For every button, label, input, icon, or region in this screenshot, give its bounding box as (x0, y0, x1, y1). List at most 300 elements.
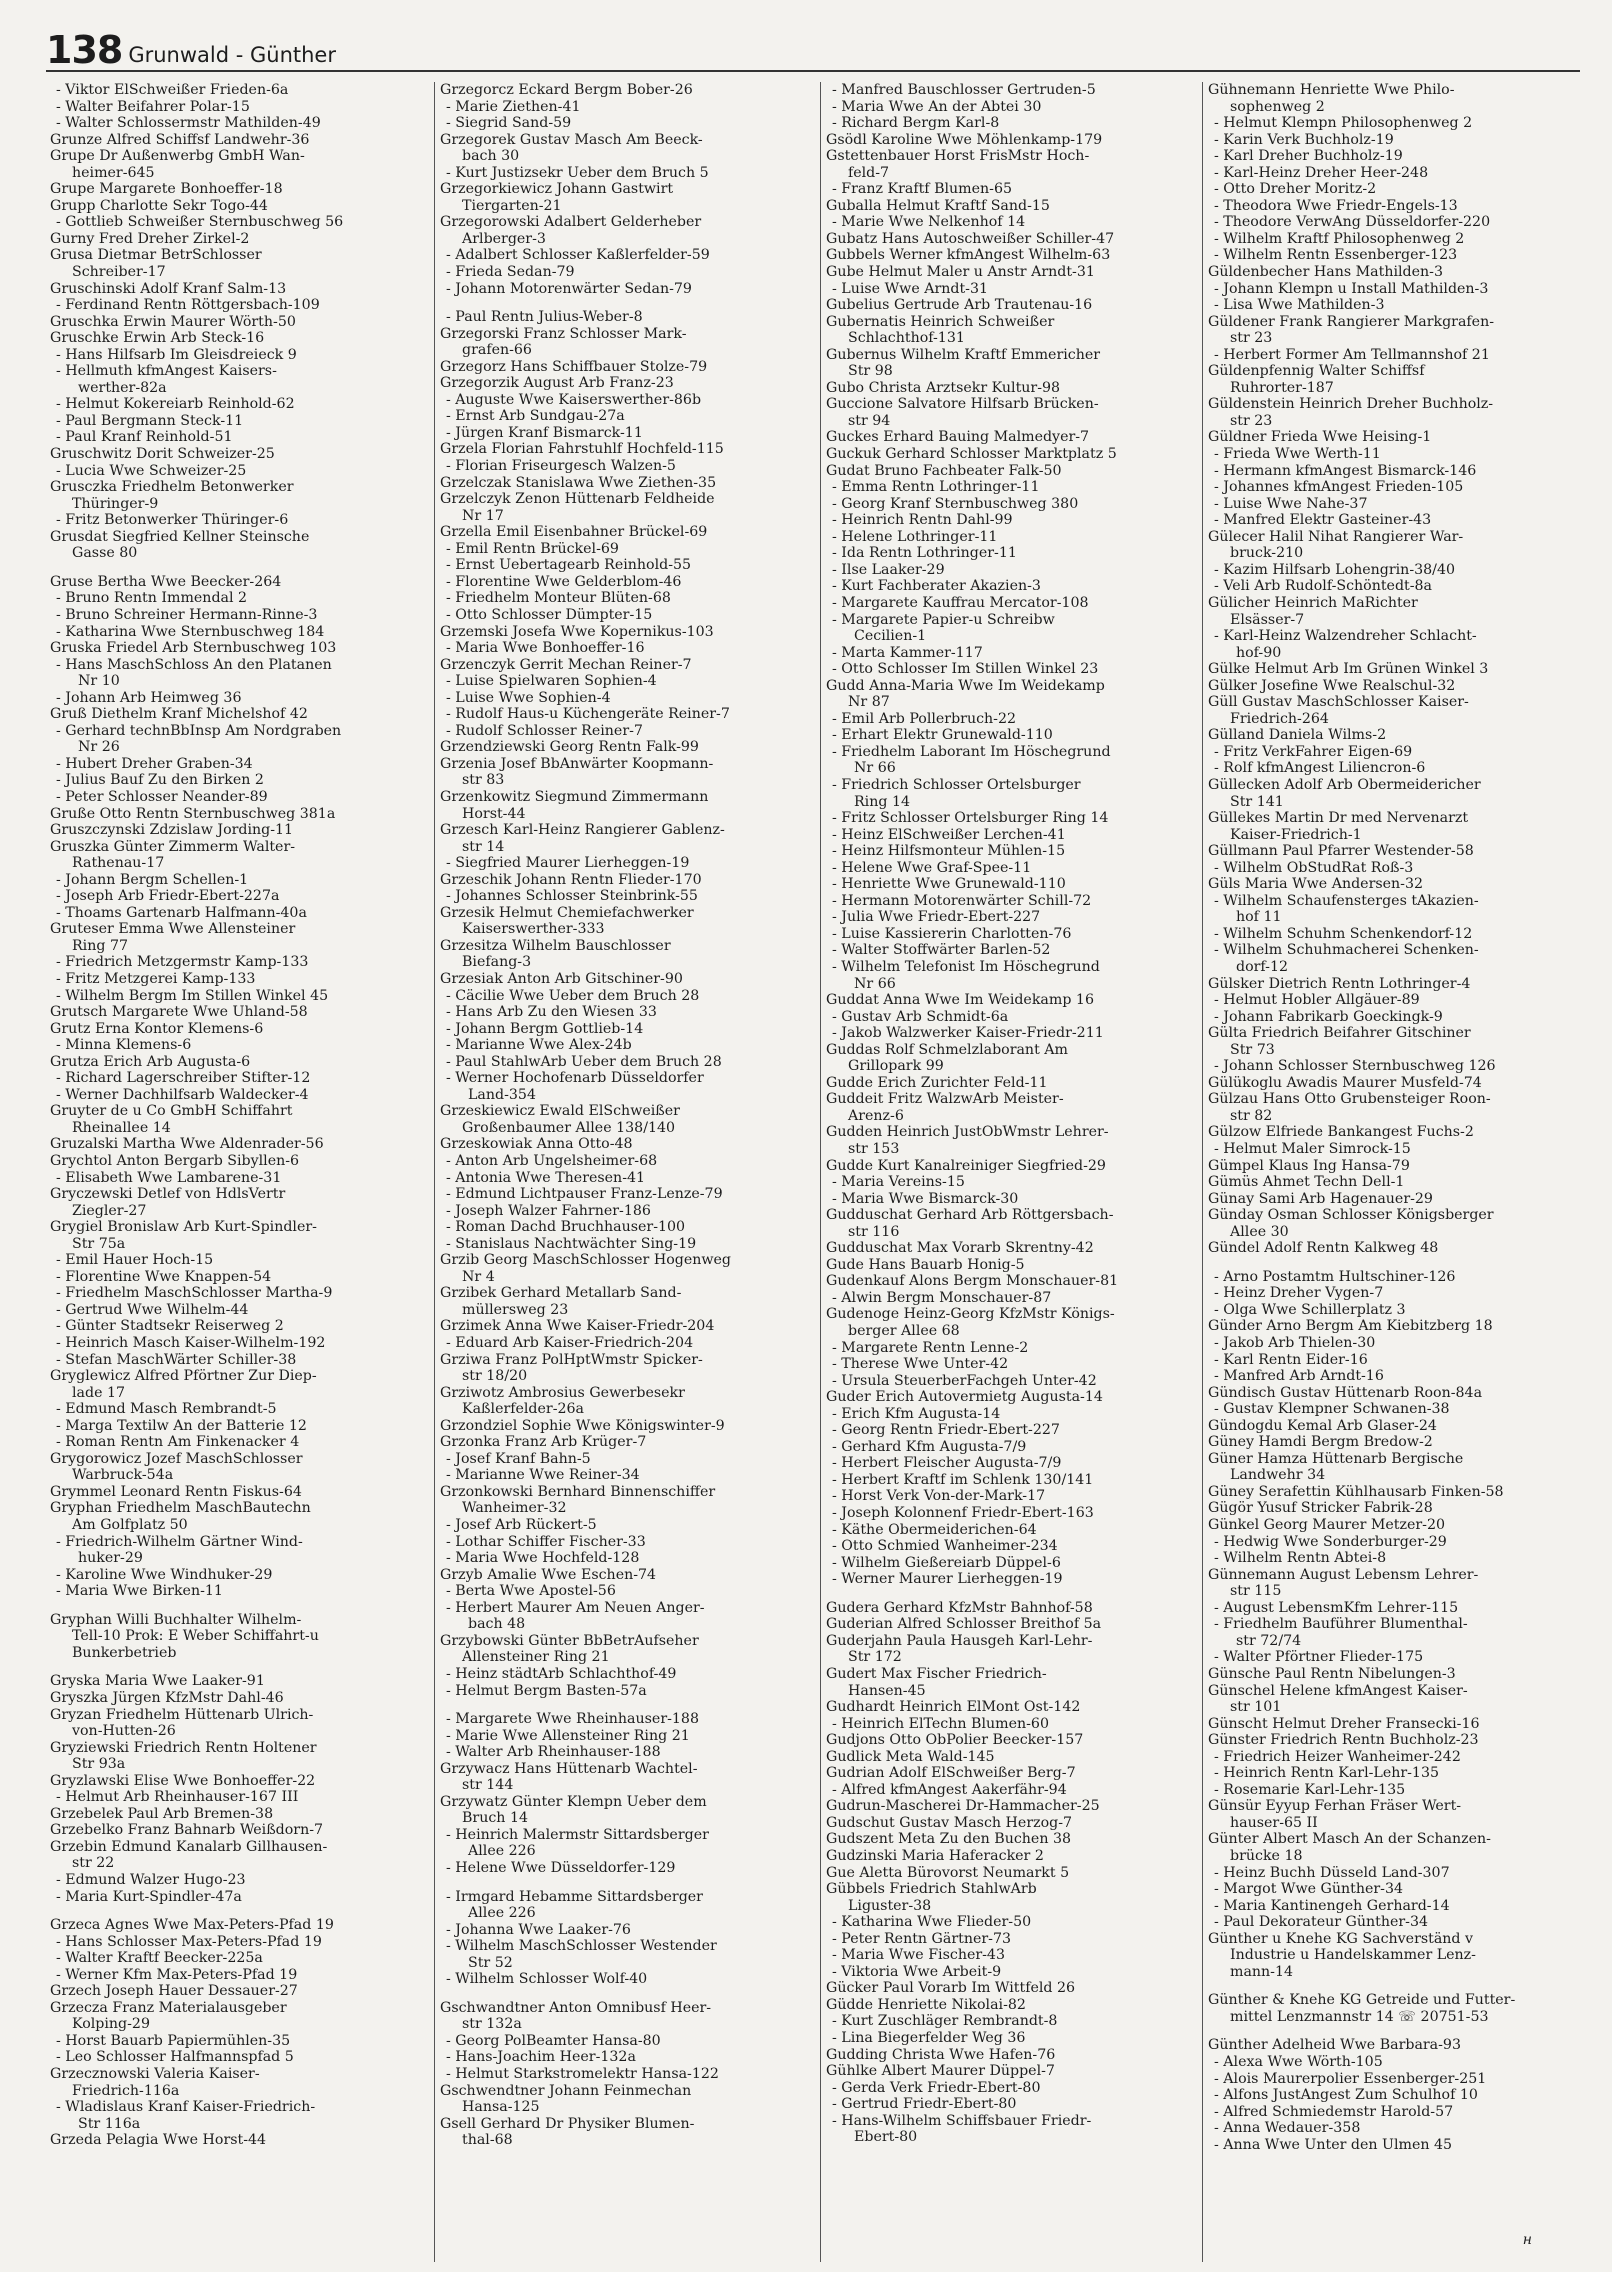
directory-entry (440, 739, 810, 756)
entry-line: - Heinz Dreher Vygen-7 (1214, 1285, 1384, 1302)
directory-entry (440, 115, 810, 132)
directory-entry (440, 1827, 810, 1860)
entry-line: Grzibek Gerhard Metallarb Sand- (440, 1285, 682, 1302)
entry-line: - Friedhelm MaschSchlosser Martha-9 (56, 1285, 333, 1302)
entry-line: - Joseph Walzer Fahrner-186 (446, 1202, 651, 1219)
directory-entry (440, 1938, 810, 1971)
entry-line: - Hedwig Wwe Sonderburger-29 (1214, 1533, 1447, 1550)
directory-entry (50, 330, 420, 347)
entry-line: - Herbert Kraftf im Schlenk 130/141 (832, 1471, 1094, 1488)
directory-entry (50, 1401, 420, 1418)
directory-entry (50, 1335, 420, 1352)
directory-entry (440, 375, 810, 392)
directory-entry (50, 347, 420, 364)
entry-line: Grzywatz Günter Klempn Ueber dem (440, 1793, 707, 1810)
directory-entry (826, 496, 1196, 513)
directory-entry (440, 1285, 810, 1318)
entry-continuation: str 82 (1230, 1107, 1273, 1124)
entry-line: - Hubert Dreher Graben-34 (56, 755, 253, 772)
entry-line: - Fritz Schlosser Ortelsburger Ring 14 (832, 810, 1109, 827)
entry-line: Grzegorowski Adalbert Gelderheber (440, 214, 702, 231)
entry-line: Grzelczak Stanislawa Wwe Ziethen-35 (440, 474, 717, 491)
directory-entry (826, 2096, 1196, 2113)
entry-line: Gülland Daniela Wilms-2 (1208, 727, 1387, 744)
entry-continuation: str 116 (848, 1223, 900, 1240)
entry-line: - Wilhelm MaschSchlosser Westender (446, 1938, 717, 1955)
entry-line: Gudera Gerhard KfzMstr Bahnhof-58 (826, 1599, 1093, 1616)
entry-line: - Herbert Former Am Tellmannshof 21 (1214, 346, 1490, 363)
entry-line: Gudert Max Fischer Friedrich- (826, 1665, 1047, 1682)
directory-entry (50, 99, 420, 116)
entry-continuation: Nr 66 (854, 760, 896, 777)
directory-entry (1208, 264, 1578, 281)
directory-entry (50, 396, 420, 413)
entry-line: Günday Osman Schlosser Königsberger (1208, 1207, 1494, 1224)
directory-entry (440, 458, 810, 475)
entry-gap (50, 562, 420, 574)
directory-entry (440, 1153, 810, 1170)
entry-line: - Karoline Wwe Windhuker-29 (56, 1566, 273, 1583)
directory-entry (50, 281, 420, 298)
entry-line: - Gerda Verk Friedr-Ebert-80 (832, 2079, 1041, 2096)
entry-line: - Margarete Rentn Lenne-2 (832, 1339, 1029, 1356)
directory-entry (1208, 727, 1578, 744)
directory-entry (1208, 1992, 1578, 2025)
entry-line: - Marianne Wwe Alex-24b (446, 1037, 632, 1054)
entry-line: - Wilhelm Rentn Essenberger-123 (1214, 247, 1458, 264)
entry-continuation: Elsässer-7 (1230, 611, 1305, 628)
entry-line: - Wilhelm Schaufensterges tAkazien- (1214, 892, 1479, 909)
entry-line: - Wilhelm Schuhm Schenkendorf-12 (1214, 925, 1473, 942)
directory-entry (826, 1881, 1196, 1914)
directory-entry (440, 1203, 810, 1220)
directory-entry (1208, 976, 1578, 993)
entry-line: Gündisch Gustav Hüttenarb Roon-84a (1208, 1384, 1483, 1401)
directory-entry (1208, 1451, 1578, 1484)
directory-entry (1208, 760, 1578, 777)
entry-line: Grzendziewski Georg Rentn Falk-99 (440, 739, 699, 756)
directory-entry (1208, 694, 1578, 727)
entry-line: - Ursula SteuerberFachgeh Unter-42 (832, 1372, 1097, 1389)
entry-line: Grzecznowski Valeria Kaiser- (50, 2065, 260, 2082)
directory-entry (50, 181, 420, 198)
directory-entry (50, 1534, 420, 1567)
entry-continuation: Ebert-80 (854, 2129, 918, 2146)
entry-line: - Alexa Wwe Wörth-105 (1214, 2053, 1383, 2070)
entry-continuation: Kaiserswerther-333 (462, 921, 605, 938)
directory-entry (440, 557, 810, 574)
directory-entry (1208, 1567, 1578, 1600)
entry-line: Gudd Anna-Maria Wwe Im Weidekamp (826, 677, 1105, 694)
entry-line: Gülta Friedrich Beifahrer Gitschiner (1208, 1025, 1471, 1042)
entry-line: Grzonkowski Bernhard Binnenschiffer (440, 1483, 716, 1500)
entry-line: - Henriette Wwe Grunewald-110 (832, 876, 1066, 893)
directory-entry (826, 264, 1196, 281)
directory-entry (50, 2066, 420, 2099)
entry-line: Gudden Heinrich JustObWmstr Lehrer- (826, 1124, 1109, 1141)
directory-entry (826, 942, 1196, 959)
entry-line: Gudde Erich Zurichter Feld-11 (826, 1074, 1048, 1091)
directory-entry (1208, 1240, 1578, 1257)
directory-entry (50, 839, 420, 872)
directory-entry (440, 657, 810, 674)
directory-entry (440, 359, 810, 376)
entry-continuation: bach 30 (462, 148, 520, 165)
directory-entry (50, 1252, 420, 1269)
directory-entry (1208, 347, 1578, 364)
directory-entry (440, 491, 810, 524)
directory-entry (826, 1505, 1196, 1522)
entry-line: - Fritz Betonwerker Thüringer-6 (56, 512, 289, 529)
entry-line: Guballa Helmut Kraftf Sand-15 (826, 197, 1050, 214)
entry-line: - Friedrich Heizer Wanheimer-242 (1214, 1748, 1461, 1765)
entry-line: Gudlick Meta Wald-145 (826, 1748, 995, 1765)
entry-continuation: str 83 (462, 772, 505, 789)
entry-line: Grupe Dr Außenwerbg GmbH Wan- (50, 148, 305, 165)
entry-line: - Franz Kraftf Blumen-65 (832, 181, 1012, 198)
entry-line: Günder Arno Bergm Am Kiebitzberg 18 (1208, 1318, 1493, 1335)
entry-line: Güldner Frieda Wwe Heising-1 (1208, 429, 1432, 446)
directory-entry (826, 1848, 1196, 1865)
entry-continuation: Nr 26 (78, 739, 120, 756)
directory-entry (50, 1690, 420, 1707)
directory-entry (50, 1484, 420, 1501)
entry-line: Grzenczyk Gerrit Mechan Reiner-7 (440, 656, 692, 673)
entry-continuation: Großenbaumer Allee 138/140 (462, 1119, 676, 1136)
column-rule (1202, 82, 1203, 2262)
entry-line: - Kazim Hilfsarb Lohengrin-38/40 (1214, 561, 1456, 578)
directory-entry (1208, 1600, 1578, 1617)
entry-line: - Johann Bergm Schellen-1 (56, 871, 249, 888)
entry-line: Gruschwitz Dorit Schweizer-25 (50, 446, 275, 463)
directory-entry (1208, 860, 1578, 877)
directory-entry (826, 1633, 1196, 1666)
directory-entry (50, 988, 420, 1005)
directory-entry (50, 429, 420, 446)
entry-continuation: Ruhrorter-187 (1230, 379, 1334, 396)
entry-continuation: lade 17 (72, 1384, 126, 1401)
entry-line: - Otto Schlosser Dümpter-15 (446, 606, 653, 623)
entry-line: Grzybowski Günter BbBetrAufseher (440, 1632, 699, 1649)
entry-line: - Helmut Klempn Philosophenweg 2 (1214, 115, 1473, 132)
directory-entry (50, 1934, 420, 1951)
entry-line: Gschwendtner Johann Feinmechan (440, 2082, 692, 2099)
directory-entry (50, 1186, 420, 1219)
directory-entry (50, 1103, 420, 1136)
entry-line: - Ernst Uebertagearb Reinhold-55 (446, 557, 692, 574)
entry-line: - Gerhard technBbInsp Am Nordgraben (56, 722, 342, 739)
entry-line: Günkel Georg Maurer Metzer-20 (1208, 1517, 1446, 1534)
directory-entry (1208, 744, 1578, 761)
entry-continuation: Allee 226 (468, 1843, 536, 1860)
directory-entry (440, 971, 810, 988)
entry-continuation: Liguster-38 (848, 1897, 932, 1914)
directory-entry (1208, 777, 1578, 810)
directory-entry (1208, 1616, 1578, 1649)
directory-entry (50, 214, 420, 231)
entry-line: - August LebensmKfm Lehrer-115 (1214, 1599, 1459, 1616)
directory-entry (440, 1186, 810, 1203)
entry-line: - Johann Schlosser Sternbuschweg 126 (1214, 1058, 1496, 1075)
corner-mark: н (1522, 2232, 1532, 2248)
entry-line: - Horst Verk Von-der-Mark-17 (832, 1488, 1046, 1505)
entry-line: - Otto Schmied Wanheimer-234 (832, 1538, 1058, 1555)
directory-entry (50, 1054, 420, 1071)
directory-entry (1208, 595, 1578, 628)
directory-entry (1208, 247, 1578, 264)
directory-entry (1208, 529, 1578, 562)
entry-line: Gruszczynski Zdzislaw Jording-11 (50, 822, 294, 839)
entry-line: Grzech Joseph Hauer Dessauer-27 (50, 1983, 298, 2000)
entry-line: Grusa Dietmar BetrSchlosser (50, 247, 262, 264)
entry-line: - Friedrich Schlosser Ortelsburger (832, 776, 1081, 793)
entry-continuation: Friedrich-264 (1230, 710, 1329, 727)
directory-entry (50, 1434, 420, 1451)
entry-line: - Maria Wwe An der Abtei 30 (832, 98, 1042, 115)
entry-line: Gülker Josefine Wwe Realschul-32 (1208, 677, 1456, 694)
directory-entry (50, 1872, 420, 1889)
directory-entry (440, 1434, 810, 1451)
entry-line: - Karin Verk Buchholz-19 (1214, 131, 1394, 148)
directory-entry (50, 1567, 420, 1584)
entry-line: - Walter Pförtner Flieder-175 (1214, 1649, 1424, 1666)
entry-line: Gubbels Werner kfmAngest Wilhelm-63 (826, 247, 1111, 264)
entry-line: - Hans Schlosser Max-Peters-Pfad 19 (56, 1933, 322, 1950)
entry-line: - Therese Wwe Unter-42 (832, 1356, 1009, 1373)
entry-line: Grzesiak Anton Arb Gitschiner-90 (440, 970, 683, 987)
entry-line: - Georg PolBeamter Hansa-80 (446, 2032, 661, 2049)
entry-line: - Johannes Schlosser Steinbrink-55 (446, 888, 698, 905)
directory-entry (440, 2066, 810, 2083)
entry-continuation: von-Hutten-26 (72, 1723, 176, 1740)
directory-entry (1208, 2071, 1578, 2088)
directory-entry (826, 181, 1196, 198)
entry-line: - Siegfried Maurer Lierheggen-19 (446, 855, 690, 872)
directory-entry (826, 1158, 1196, 1175)
entry-line: - Werner Maurer Lierheggen-19 (832, 1571, 1063, 1588)
entry-line: Grzeca Agnes Wwe Max-Peters-Pfad 19 (50, 1917, 334, 1934)
entry-line: Gruschinski Adolf Kranf Salm-13 (50, 280, 287, 297)
directory-entry (1208, 165, 1578, 182)
entry-line: - Frieda Sedan-79 (446, 264, 575, 281)
entry-continuation: Str 116a (78, 2115, 141, 2132)
directory-entry (50, 690, 420, 707)
directory-entry (440, 1136, 810, 1153)
entry-line: Grzegorkiewicz Johann Gastwirt (440, 181, 674, 198)
entry-line: Gülke Helmut Arb Im Grünen Winkel 3 (1208, 661, 1489, 678)
entry-continuation: Friedrich-116a (72, 2082, 180, 2099)
directory-entry (50, 1021, 420, 1038)
directory-entry (50, 1983, 420, 2000)
entry-line: - Emil Arb Pollerbruch-22 (832, 710, 1017, 727)
directory-entry (826, 2063, 1196, 2080)
directory-entry (1208, 1683, 1578, 1716)
entry-continuation: Gasse 80 (72, 545, 138, 562)
directory-entry (440, 326, 810, 359)
entry-line: - Roman Dachd Bruchhauser-100 (446, 1219, 686, 1236)
entry-line: Grzela Florian Fahrstuhlf Hochfeld-115 (440, 441, 724, 458)
entry-line: Gündel Adolf Rentn Kalkweg 48 (1208, 1240, 1439, 1257)
directory-entry (826, 1439, 1196, 1456)
directory-entry (1208, 2104, 1578, 2121)
entry-continuation: str 72/74 (1236, 1632, 1302, 1649)
entry-line: Gue Aletta Bürovorst Neumarkt 5 (826, 1864, 1070, 1881)
entry-line: - Gertrud Wwe Wilhelm-44 (56, 1301, 249, 1318)
entry-line: Grzemski Josefa Wwe Kopernikus-103 (440, 623, 714, 640)
entry-line: - Erich Kfm Augusta-14 (832, 1405, 1001, 1422)
directory-entry (826, 99, 1196, 116)
entry-line: Günsür Eyyup Ferhan Fräser Wert- (1208, 1798, 1462, 1815)
entry-line: - Alois Maurerpolier Essenberger-251 (1214, 2070, 1487, 2087)
directory-entry (440, 1666, 810, 1683)
directory-entry (440, 2049, 810, 2066)
entry-line: Grzesch Karl-Heinz Rangierer Gablenz- (440, 822, 725, 839)
directory-entry (50, 413, 420, 430)
entry-gap (440, 297, 810, 309)
directory-column-2 (440, 82, 810, 2252)
entry-line: Güney Hamdi Bergm Bredow-2 (1208, 1434, 1433, 1451)
entry-line: - Antonia Wwe Theresen-41 (446, 1169, 646, 1186)
entry-line: - Josef Kranf Bahn-5 (446, 1450, 591, 1467)
entry-line: - Heinz Buchh Düsseld Land-307 (1214, 1864, 1450, 1881)
directory-entry (1208, 678, 1578, 695)
directory-entry (50, 1153, 420, 1170)
entry-line: - Johann Fabrikarb Goeckingk-9 (1214, 1008, 1443, 1025)
directory-entry (440, 1385, 810, 1418)
entry-line: Gücker Paul Vorarb Im Wittfeld 26 (826, 1980, 1076, 1997)
directory-entry (1208, 1765, 1578, 1782)
directory-entry (1208, 2054, 1578, 2071)
entry-continuation: Nr 4 (462, 1268, 495, 1285)
entry-line: - Karl-Heinz Walzendreher Schlacht- (1214, 628, 1477, 645)
entry-line: - Heinrich Rentn Dahl-99 (832, 512, 1013, 529)
entry-line: - Ernst Arb Sundgau-27a (446, 408, 625, 425)
entry-line: Grzebelko Franz Bahnarb Weißdorn-7 (50, 1822, 324, 1839)
entry-continuation: hof-90 (1236, 644, 1282, 661)
directory-entry (826, 1600, 1196, 1617)
directory-entry (440, 2033, 810, 2050)
entry-line: - Helmut Arb Rheinhauser-167 III (56, 1789, 299, 1806)
entry-line: - Wilhelm Schlosser Wolf-40 (446, 1971, 648, 1988)
directory-entry (826, 1207, 1196, 1240)
directory-entry (50, 1707, 420, 1740)
entry-line: Guddas Rolf Schmelzlaborant Am (826, 1041, 1068, 1058)
directory-entry (50, 624, 420, 641)
entry-line: Grziwa Franz PolHptWmstr Spicker- (440, 1351, 703, 1368)
directory-entry (1208, 2037, 1578, 2054)
directory-entry (1208, 363, 1578, 396)
entry-line: - Florian Friseurgesch Walzen-5 (446, 458, 676, 475)
directory-entry (826, 1455, 1196, 1472)
directory-entry (826, 281, 1196, 298)
directory-entry (440, 1236, 810, 1253)
entry-continuation: Kolping-29 (72, 2016, 150, 2033)
entry-line: - Luise Spielwaren Sophien-4 (446, 673, 657, 690)
entry-continuation: Land-354 (468, 1086, 536, 1103)
directory-entry (50, 1889, 420, 1906)
entry-line: Grygorowicz Jozef MaschSchlosser (50, 1450, 303, 1467)
directory-entry (50, 1368, 420, 1401)
entry-line: Gudding Christa Wwe Hafen-76 (826, 2046, 1056, 2063)
entry-line: Gubo Christa Arztsekr Kultur-98 (826, 379, 1061, 396)
entry-line: - Heinz ElSchweißer Lerchen-41 (832, 826, 1066, 843)
directory-entry (50, 756, 420, 773)
entry-line: Güllecken Adolf Arb Obermeidericher (1208, 776, 1481, 793)
column-rule (820, 82, 821, 2262)
directory-entry (1208, 1782, 1578, 1799)
entry-line: - Katharina Wwe Flieder-50 (832, 1914, 1032, 1931)
entry-line: - Julia Wwe Friedr-Ebert-227 (832, 909, 1041, 926)
entry-line: - Wilhelm Gießereiarb Düppel-6 (832, 1554, 1061, 1571)
directory-entry (440, 1860, 810, 1877)
directory-entry (826, 959, 1196, 992)
entry-line: - Viktoria Wwe Arbeit-9 (832, 1963, 1002, 1980)
entry-line: - Margarete Wwe Rheinhauser-188 (446, 1711, 699, 1728)
directory-entry (1208, 496, 1578, 513)
directory-entry (1208, 1368, 1578, 1385)
directory-entry (826, 132, 1196, 149)
directory-entry (440, 1728, 810, 1745)
directory-entry (440, 1761, 810, 1794)
directory-entry (826, 1997, 1196, 2014)
directory-entry (826, 1732, 1196, 1749)
entry-line: - Helene Wwe Graf-Spee-11 (832, 859, 1032, 876)
entry-line: - Friedrich Metzgermstr Kamp-133 (56, 954, 309, 971)
entry-line: - Marie Wwe Nelkenhof 14 (832, 214, 1026, 231)
entry-line: - Günter Stadtsekr Reiserweg 2 (56, 1318, 284, 1335)
directory-entry (1208, 562, 1578, 579)
entry-line: - Leo Schlosser Halfmannspfad 5 (56, 2049, 294, 2066)
directory-entry (440, 1683, 810, 1700)
directory-entry (50, 82, 420, 99)
directory-entry (1208, 1285, 1578, 1302)
entry-line: - Gustav Arb Schmidt-6a (832, 1008, 1009, 1025)
directory-entry (440, 690, 810, 707)
entry-line: - Wilhelm ObStudRat Roß-3 (1214, 859, 1414, 876)
directory-entry (1208, 578, 1578, 595)
directory-entry (440, 872, 810, 889)
entry-line: Günther & Knehe KG Getreide und Futter- (1208, 1992, 1516, 2009)
directory-entry (1208, 2137, 1578, 2154)
directory-entry (440, 1971, 810, 1988)
entry-continuation: Tiergarten-21 (462, 197, 562, 214)
directory-entry (50, 806, 420, 823)
entry-line: Grychtol Anton Bergarb Sibyllen-6 (50, 1153, 300, 1169)
entry-line: - Walter Arb Rheinhauser-188 (446, 1744, 661, 1761)
entry-line: - Anton Arb Ungelsheimer-68 (446, 1153, 658, 1169)
entry-line: Grzegorcz Eckard Bergm Bober-26 (440, 82, 693, 98)
entry-line: - Auguste Wwe Kaiserswerther-86b (446, 391, 702, 408)
entry-line: - Irmgard Hebamme Sittardsberger (446, 1888, 703, 1905)
entry-line: - Kurt Zuschläger Rembrandt-8 (832, 2013, 1058, 2030)
directory-entry (440, 1583, 810, 1600)
entry-line: - Theodora Wwe Friedr-Engels-13 (1214, 197, 1458, 214)
entry-continuation: heimer-645 (72, 164, 155, 181)
entry-line: - Horst Bauarb Papiermühlen-35 (56, 2032, 291, 2049)
directory-entry (826, 380, 1196, 397)
entry-line: Günscht Helmut Dreher Fransecki-16 (1208, 1715, 1480, 1732)
entry-continuation: str 22 (72, 1855, 115, 1872)
directory-entry (826, 843, 1196, 860)
entry-line: Grzenia Josef BbAnwärter Koopmann- (440, 755, 714, 772)
entry-line: Gülzow Elfriede Bankangest Fuchs-2 (1208, 1124, 1474, 1141)
entry-line: Gsödl Karoline Wwe Möhlenkamp-179 (826, 131, 1103, 148)
entry-continuation: Am Golfplatz 50 (72, 1517, 188, 1534)
entry-line: - Anna Wedauer-358 (1214, 2120, 1361, 2137)
directory-entry (826, 1025, 1196, 1042)
entry-line: Gude Hans Bauarb Honig-5 (826, 1256, 1025, 1273)
entry-line: Gryziewski Friedrich Rentn Holtener (50, 1739, 317, 1756)
